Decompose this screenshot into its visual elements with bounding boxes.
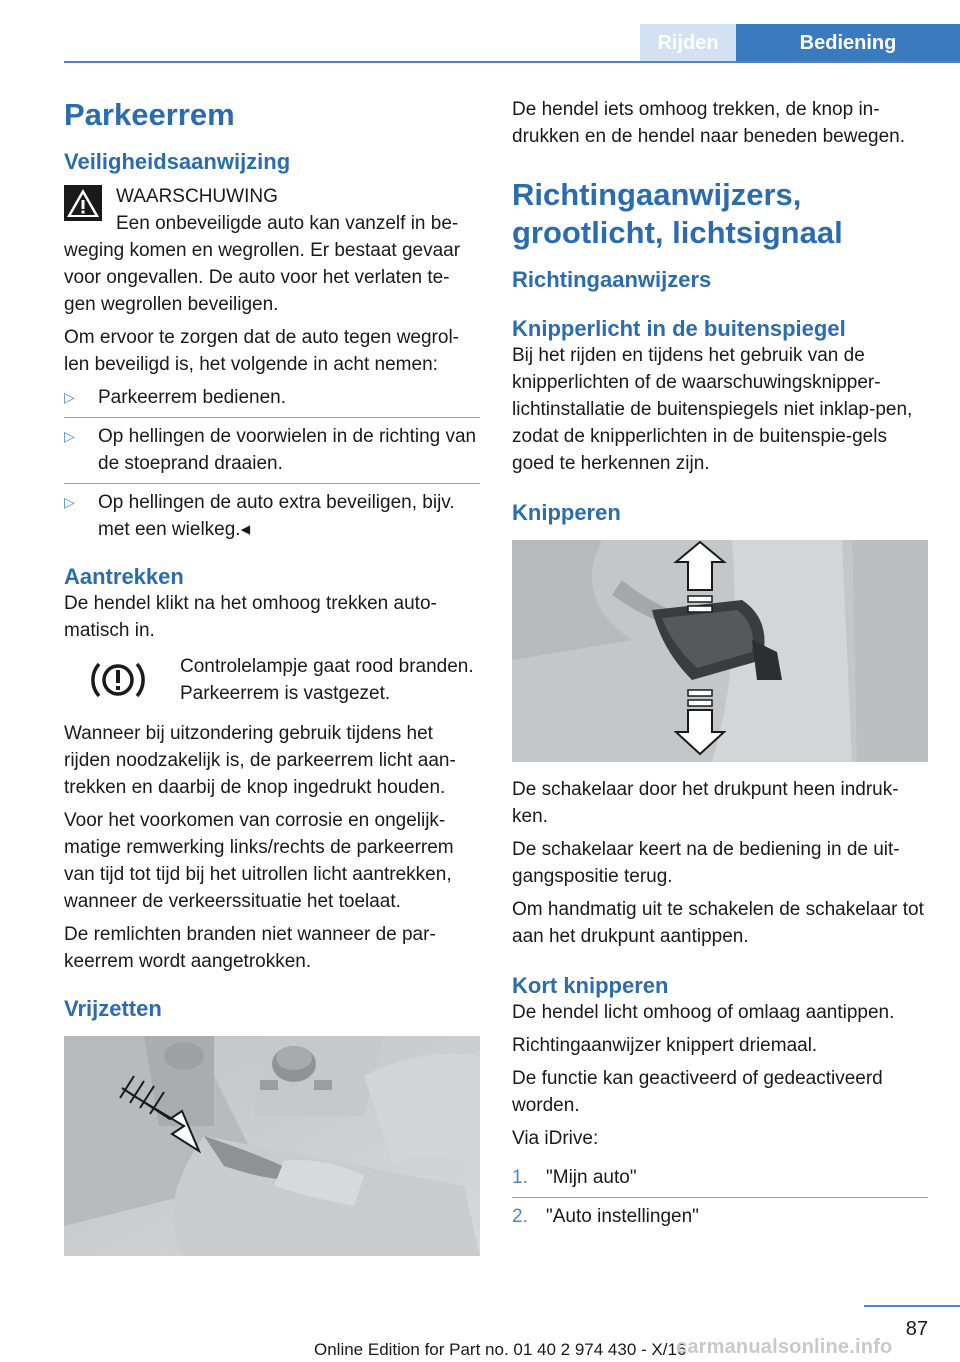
header-rule	[64, 61, 960, 63]
parking-brake-lamp-icon	[64, 652, 172, 708]
heading-vrijzetten: Vrijzetten	[64, 996, 162, 1021]
safety-intro: Om ervoor te zorgen dat de auto tegen wegrol-len beveiligd is, het volgende in acht nemen:	[64, 327, 460, 375]
page-number: 87	[905, 1318, 928, 1340]
tab-rijden[interactable]: Rijden	[640, 24, 736, 62]
idrive-steps	[512, 1164, 928, 1230]
left-column	[64, 96, 480, 1256]
tab-bediening[interactable]: Bediening	[736, 24, 960, 62]
paragraph-emergency-use: Wanneer bij uitzondering gebruik tijdens het rijden noodzakelijk is, de parkeerrem licht aan-trekken en daarbij de knop ingedrukt houden.	[64, 723, 456, 798]
kort-text-3: De functie kan geactiveerd of gedeactiveerd worden.	[512, 1068, 883, 1116]
bullet-triangle-icon: ▷	[64, 389, 75, 405]
paragraph-brake-lights: De remlichten branden niet wanneer de par-keerrem wordt aangetrokken.	[64, 924, 436, 972]
paragraph-corrosion: Voor het voorkomen van corrosie en ongelijk-matige remwerking links/rechts de parkeerrem van tijd tot tijd bij het uitrollen licht aantrekken, wanneer de verkeerssituatie het toelaat.	[64, 810, 454, 912]
list-separator	[64, 483, 480, 484]
safety-list	[64, 384, 480, 543]
kort-text-4: Via iDrive:	[512, 1128, 599, 1149]
edition-text: Online Edition for Part no. 01 40 2 974 430 - X/16	[314, 1340, 687, 1359]
turn-signal-stalk-image	[512, 540, 928, 762]
heading-veiligheidsaanwijzing: Veiligheidsaanwijzing	[64, 149, 291, 174]
heading-knipperen: Knipperen	[512, 500, 621, 525]
warning-text: Een onbeveiligde auto kan vanzelf in be-weging komen en wegrollen. Er bestaat gevaar voor ongevallen. De auto voor het verlaten te-gen wegrollen beveiligen.	[64, 213, 461, 315]
heading-richtingaanwijzers: Richtingaanwijzers	[512, 267, 712, 292]
footer-rule	[864, 1305, 960, 1307]
indicator-lamp-row	[64, 652, 480, 708]
section-title-richtingaanwijzers: Richtingaanwijzers, grootlicht, lichtsignaal	[512, 177, 843, 250]
aantrekken-text: De hendel klikt na het omhoog trekken auto-matisch in.	[64, 593, 437, 641]
list-item: ▷ Op hellingen de auto extra beveiligen, bijv. met een wielkeg.◂	[64, 489, 480, 543]
heading-aantrekken: Aantrekken	[64, 564, 184, 589]
bullet-triangle-icon: ▷	[64, 428, 75, 444]
warning-block	[64, 183, 480, 210]
knipperen-text-3: Om handmatig uit te schakelen de schakelaar tot aan het drukpunt aantippen.	[512, 899, 924, 947]
right-column	[512, 96, 928, 1230]
warning-triangle-icon	[64, 185, 102, 221]
release-text: De hendel iets omhoog trekken, de knop in-drukken en de hendel naar beneden bewegen.	[512, 99, 905, 147]
parking-brake-console-image	[64, 1036, 480, 1256]
mirror-text: Bij het rijden en tijdens het gebruik van de knipperlichten of de waarschuwingsknipper-lichtinstallatie de buitenspiegels niet inklap-pen, zodat de knipperlichten in de buitenspie-gels goed te herkennen zijn.	[512, 345, 913, 474]
heading-kort-knipperen: Kort knipperen	[512, 973, 669, 998]
heading-knipperlicht-buitenspiegel: Knipperlicht in de buitenspiegel	[512, 316, 846, 341]
warning-title: WAARSCHUWING	[116, 186, 278, 207]
section-title-parkeerrem: Parkeerrem	[64, 97, 235, 132]
kort-text-2: Richtingaanwijzer knippert driemaal.	[512, 1035, 818, 1056]
knipperen-text-1: De schakelaar door het drukpunt heen indruk-ken.	[512, 779, 899, 827]
knipperen-text-2: De schakelaar keert na de bediening in de uit-gangspositie terug.	[512, 839, 900, 887]
list-item: 2. "Auto instellingen"	[512, 1206, 699, 1227]
lamp-text: Controlelampje gaat rood branden. Parkeerrem is vastgezet.	[180, 656, 474, 704]
watermark: carmanualsonline.info	[676, 1336, 893, 1358]
list-item: ▷ Parkeerrem bedienen.	[64, 384, 480, 411]
kort-text-1: De hendel licht omhoog of omlaag aantippen.	[512, 1002, 895, 1023]
list-separator	[512, 1197, 928, 1198]
list-item: ▷ Op hellingen de voorwielen in de richting van de stoeprand draaien.	[64, 423, 480, 477]
list-separator	[64, 417, 480, 418]
list-item: 1. "Mijn auto"	[512, 1167, 637, 1188]
bullet-triangle-icon: ▷	[64, 494, 75, 510]
